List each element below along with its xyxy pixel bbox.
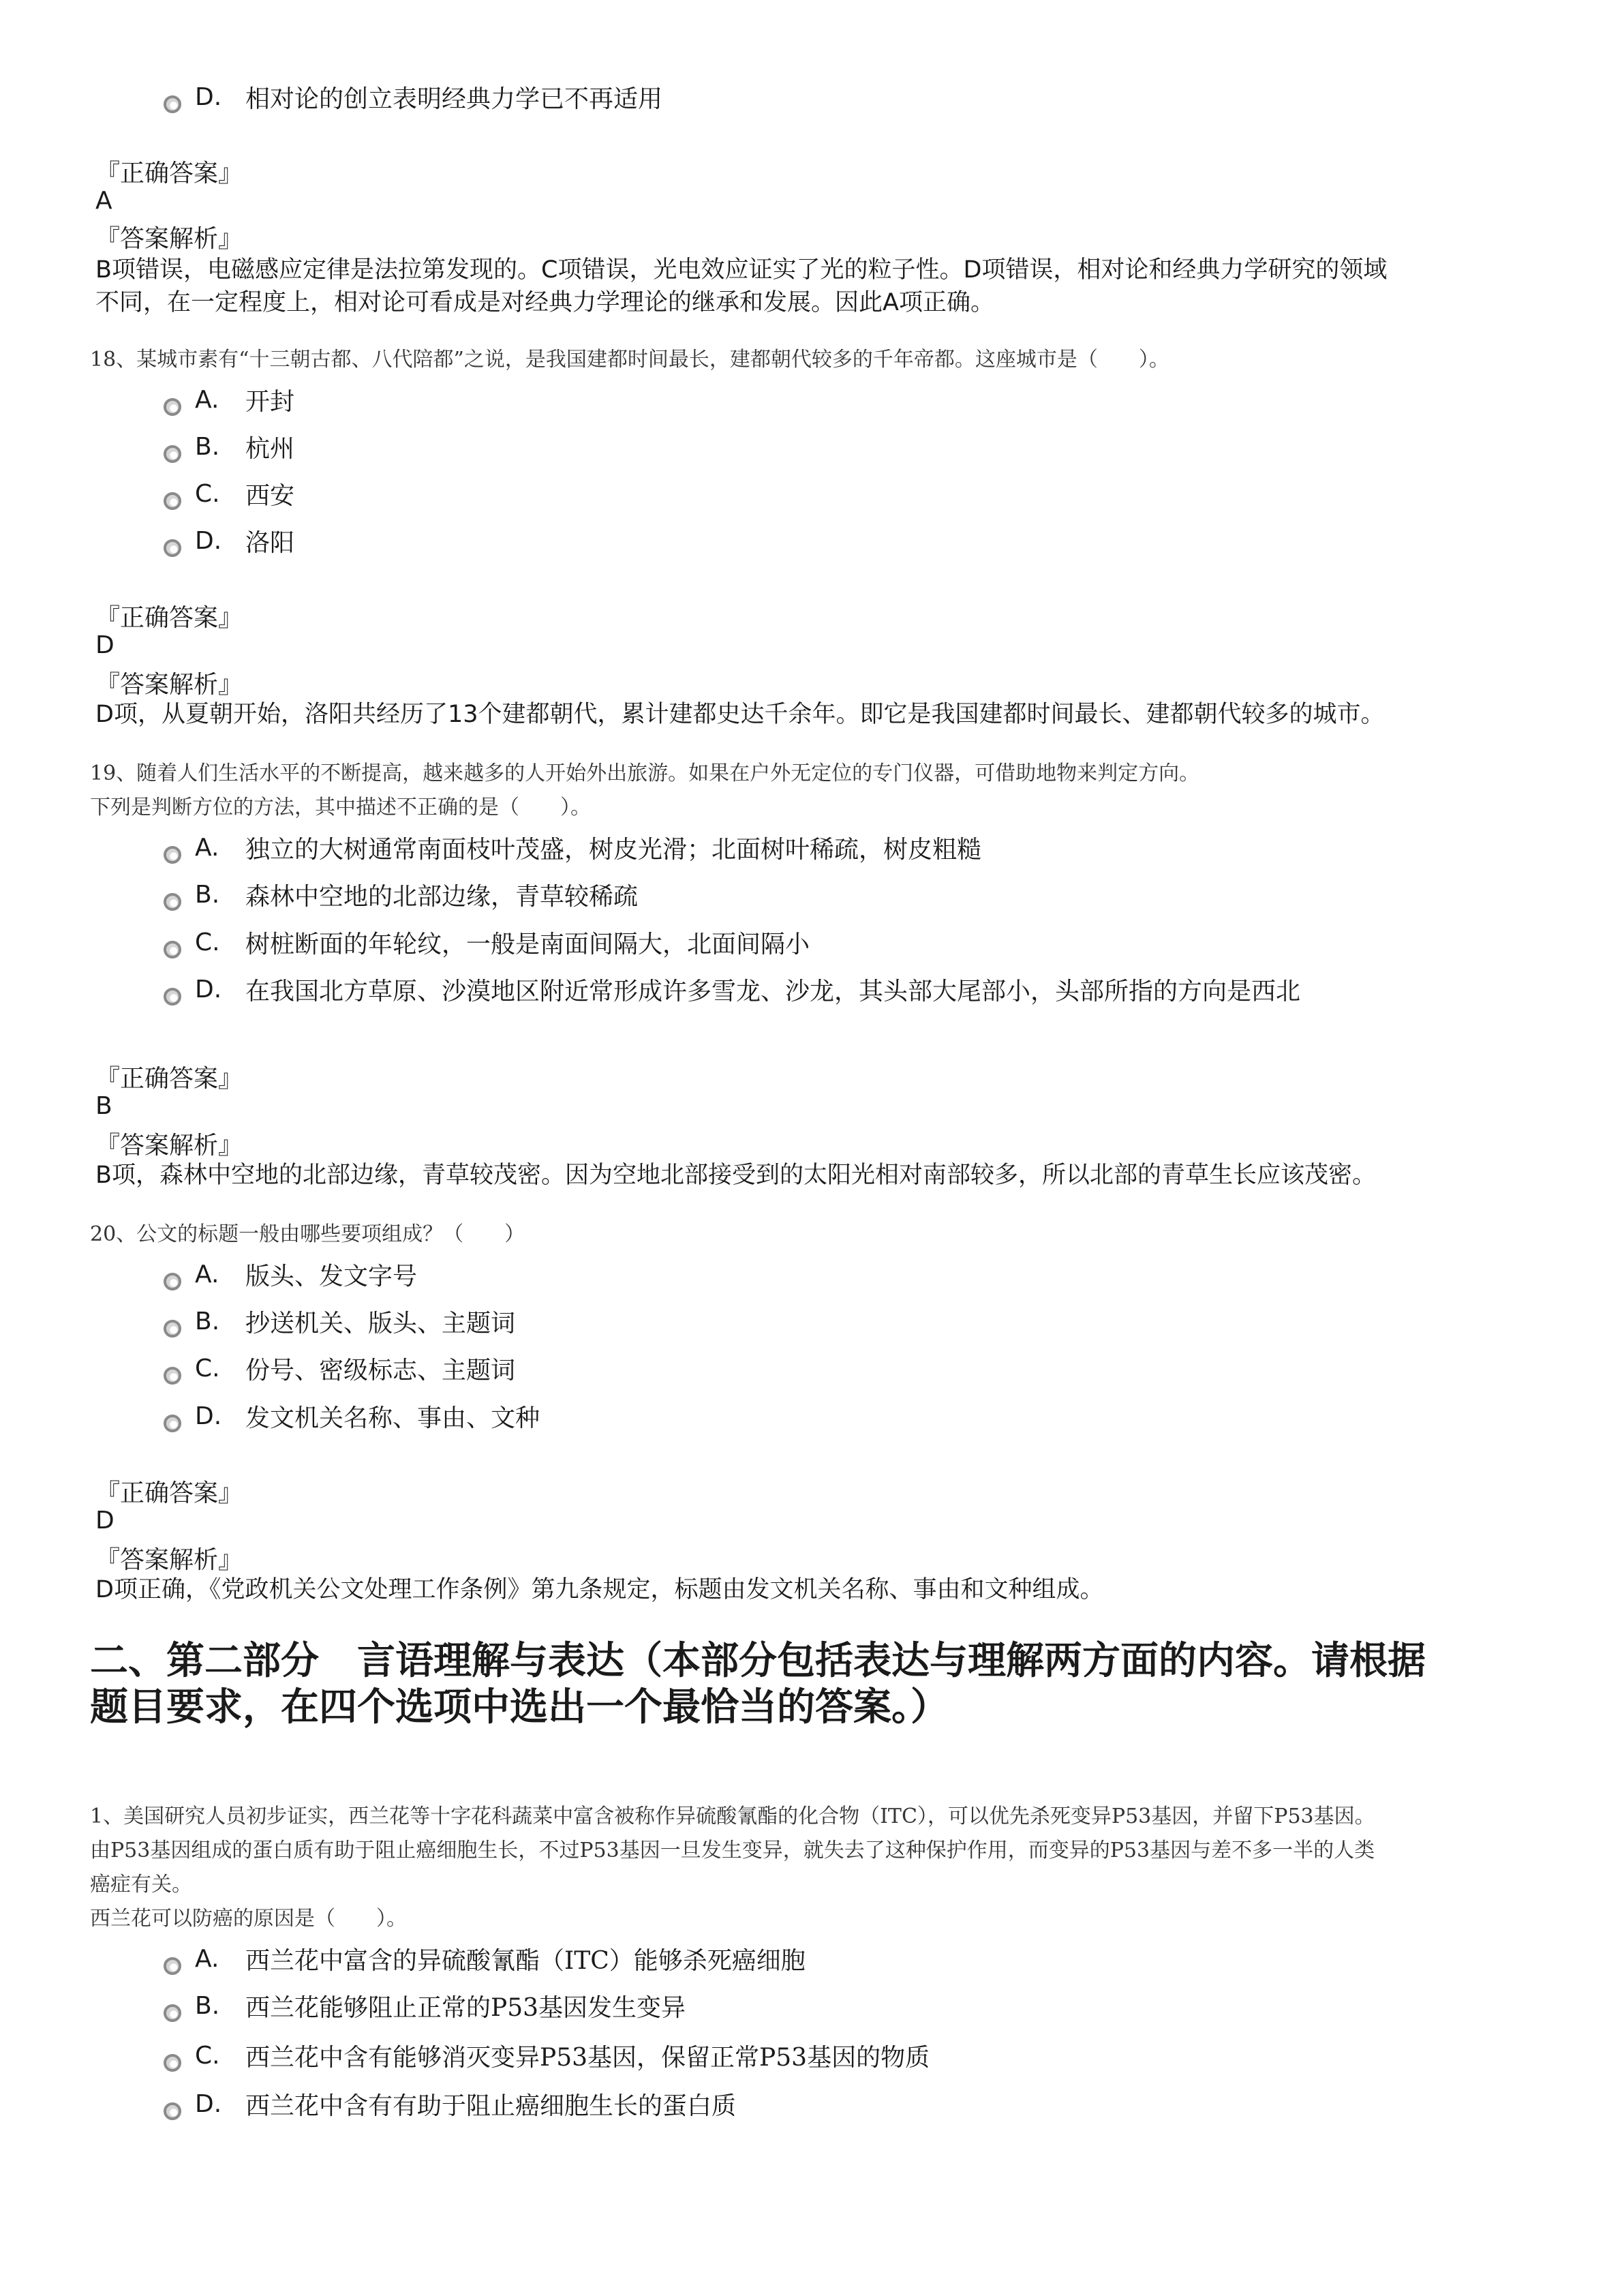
s2q1-option-c[interactable] (164, 2035, 930, 2076)
radio-icon[interactable] (164, 1957, 181, 1975)
q17-option-d[interactable] (164, 76, 662, 117)
option-text: 份号、密级标志、主题词 (245, 1356, 516, 1385)
option-letter: B. (195, 432, 220, 461)
q18-option-c[interactable] (164, 473, 294, 514)
q18-option-b[interactable] (164, 426, 294, 467)
option-text: 杭州 (245, 434, 295, 463)
question-stem: 癌症有关。 (90, 1873, 192, 1897)
s2q1-option-a[interactable] (164, 1938, 806, 1979)
question-stem: 19、随着人们生活水平的不断提高，越来越多的人开始外出旅游。如果在户外无定位的专门仪器，可借助地物来判定方向。 (90, 761, 1200, 785)
radio-icon[interactable] (164, 893, 181, 911)
analysis-text: B项错误，电磁感应定律是法拉第发现的。C项错误，光电效应证实了光的粒子性。D项错误，相对论和经典力学研究的领域 (95, 256, 1388, 284)
radio-icon[interactable] (164, 398, 181, 416)
option-text: 开封 (245, 387, 295, 416)
option-text: 树桩断面的年轮纹，一般是南面间隔大，北面间隔小 (245, 930, 810, 958)
option-letter: D. (195, 1402, 222, 1430)
answer-value: A (95, 187, 112, 215)
option-letter: B. (195, 880, 220, 909)
radio-icon[interactable] (164, 1273, 181, 1290)
answer-label: 『正确答案』 (95, 604, 243, 632)
option-letter: D. (195, 82, 222, 111)
radio-icon[interactable] (164, 2102, 181, 2120)
answer-value: D (95, 631, 114, 659)
option-text: 西兰花能够阻止正常的P53基因发生变异 (245, 1993, 686, 2022)
q20-option-d[interactable] (164, 1395, 540, 1436)
radio-icon[interactable] (164, 539, 181, 557)
option-letter: A. (195, 1944, 219, 1973)
s2q1-option-b[interactable] (164, 1985, 686, 2026)
answer-label: 『正确答案』 (95, 160, 243, 187)
radio-icon[interactable] (164, 2054, 181, 2072)
analysis-text: B项，森林中空地的北部边缘，青草较茂密。因为空地北部接受到的太阳光相对南部较多，所以北部的青草生长应该茂密。 (95, 1162, 1377, 1189)
q20-option-a[interactable] (164, 1254, 417, 1295)
radio-icon[interactable] (164, 2004, 181, 2022)
option-letter: A. (195, 833, 219, 862)
analysis-label: 『答案解析』 (95, 1546, 243, 1574)
option-letter: C. (195, 2041, 220, 2070)
q19-option-d[interactable] (164, 969, 1300, 1010)
option-letter: C. (195, 928, 220, 956)
radio-icon[interactable] (164, 988, 181, 1006)
answer-label: 『正确答案』 (95, 1479, 243, 1507)
radio-icon[interactable] (164, 445, 181, 463)
q19-option-a[interactable] (164, 827, 981, 868)
q19-option-c[interactable] (164, 922, 810, 963)
option-text: 西兰花中含有能够消灭变异P53基因，保留正常P53基因的物质 (245, 2043, 930, 2072)
option-text: 抄送机关、版头、主题词 (245, 1309, 516, 1338)
q20-option-c[interactable] (164, 1348, 515, 1389)
q18-option-d[interactable] (164, 520, 294, 561)
option-letter: C. (195, 479, 220, 508)
option-text: 洛阳 (245, 528, 295, 557)
option-text: 西兰花中含有有助于阻止癌细胞生长的蛋白质 (245, 2091, 737, 2120)
question-stem: 由P53基因组成的蛋白质有助于阻止癌细胞生长，不过P53基因一旦发生变异，就失去了这种保护作用，而变异的P53基因与差不多一半的人类 (90, 1839, 1375, 1862)
q18-option-a[interactable] (164, 379, 294, 420)
q20-option-b[interactable] (164, 1301, 515, 1342)
option-letter: A. (195, 1260, 219, 1288)
analysis-label: 『答案解析』 (95, 671, 243, 699)
option-letter: B. (195, 1991, 220, 2020)
option-text: 森林中空地的北部边缘，青草较稀疏 (245, 882, 639, 911)
question-stem: 1、美国研究人员初步证实，西兰花等十字花科蔬菜中富含被称作异硫酸氰酯的化合物（ITC），可以优先杀死变异P53基因，并留下P53基因。 (90, 1804, 1375, 1828)
option-text: 西安 (245, 481, 295, 510)
answer-value: B (95, 1092, 112, 1120)
question-stem: 20、公文的标题一般由哪些要项组成？（ ） (90, 1222, 525, 1246)
option-letter: B. (195, 1307, 220, 1335)
option-text: 发文机关名称、事由、文种 (245, 1404, 540, 1432)
section-heading: 二、第二部分 言语理解与表达（本部分包括表达与理解两方面的内容。请根据 (90, 1639, 1426, 1683)
analysis-label: 『答案解析』 (95, 225, 243, 253)
answer-label: 『正确答案』 (95, 1065, 243, 1093)
section-heading: 题目要求，在四个选项中选出一个最恰当的答案。） (90, 1685, 949, 1729)
q19-option-b[interactable] (164, 874, 638, 915)
radio-icon[interactable] (164, 492, 181, 510)
question-stem: 西兰花可以防癌的原因是（ ）。 (90, 1907, 407, 1931)
question-stem: 下列是判断方位的方法，其中描述不正确的是（ ）。 (90, 796, 591, 819)
s2q1-option-d[interactable] (164, 2083, 736, 2124)
option-text: 西兰花中富含的异硫酸氰酯（ITC）能够杀死癌细胞 (245, 1946, 806, 1975)
radio-icon[interactable] (164, 1415, 181, 1432)
question-stem: 18、某城市素有“十三朝古都、八代陪都”之说，是我国建都时间最长，建都朝代较多的千年帝都。这座城市是（ ）。 (90, 348, 1169, 372)
analysis-text: 不同，在一定程度上，相对论可看成是对经典力学理论的继承和发展。因此A项正确。 (95, 289, 994, 316)
option-text: 相对论的创立表明经典力学已不再适用 (245, 85, 663, 113)
radio-icon[interactable] (164, 95, 181, 113)
option-text: 版头、发文字号 (245, 1262, 418, 1290)
radio-icon[interactable] (164, 846, 181, 864)
option-text: 独立的大树通常南面枝叶茂盛，树皮光滑；北面树叶稀疏，树皮粗糙 (245, 835, 982, 864)
option-letter: C. (195, 1354, 220, 1383)
analysis-text: D项正确，《党政机关公文处理工作条例》第九条规定，标题由发文机关名称、事由和文种组成。 (95, 1576, 1104, 1603)
radio-icon[interactable] (164, 941, 181, 958)
analysis-text: D项，从夏朝开始，洛阳共经历了13个建都朝代，累计建都史达千余年。即它是我国建都时间最长、建都朝代较多的城市。 (95, 701, 1385, 728)
radio-icon[interactable] (164, 1320, 181, 1338)
answer-value: D (95, 1507, 114, 1535)
option-letter: D. (195, 526, 222, 555)
analysis-label: 『答案解析』 (95, 1132, 243, 1160)
option-letter: A. (195, 385, 219, 414)
option-text: 在我国北方草原、沙漠地区附近常形成许多雪龙、沙龙，其头部大尾部小，头部所指的方向是西北 (245, 977, 1301, 1006)
option-letter: D. (195, 975, 222, 1003)
option-letter: D. (195, 2089, 222, 2118)
radio-icon[interactable] (164, 1367, 181, 1385)
